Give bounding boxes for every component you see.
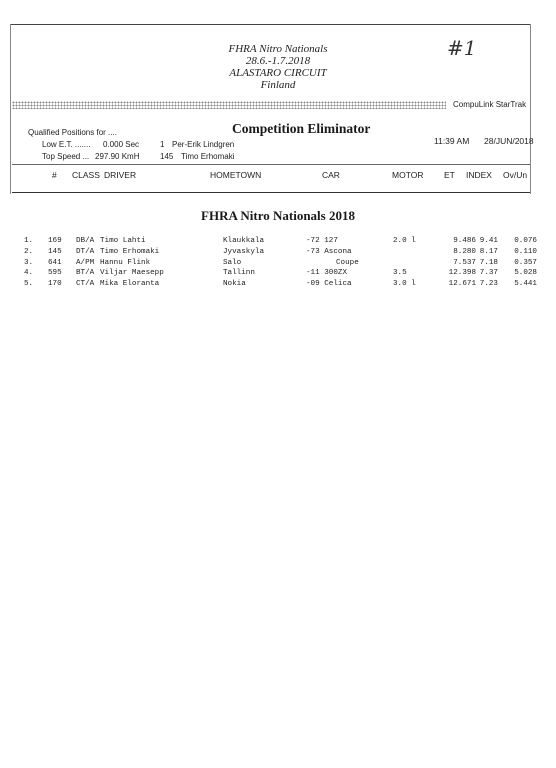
low-et-value: 0.000 Sec [103, 140, 140, 149]
cell-index: 7.37 [479, 269, 498, 278]
cell-number: 595 [48, 269, 62, 278]
cell-driver: Timo Lahti [100, 237, 146, 245]
cell-motor: 3.5 [393, 269, 407, 278]
handwritten-mark: #1 [447, 36, 477, 60]
top-speed-label: Top Speed ... [42, 152, 90, 161]
event-dates: 28.6.-1.7.2018 [245, 55, 311, 67]
col-driver: DRIVER [104, 170, 137, 180]
competition-title: Competition Eliminator [232, 121, 371, 136]
cell-index: 7.23 [479, 280, 498, 289]
qualified-entry-name: Timo Erhomaki [181, 152, 235, 161]
cell-class: CT/A [76, 280, 95, 289]
report-date: 28/JUN/2018 [484, 136, 534, 146]
cell-position: 5. [24, 280, 34, 289]
col-motor: MOTOR [392, 170, 424, 180]
cell-et: 12.398 [448, 269, 476, 278]
qualified-entry-num: 145 [160, 152, 174, 161]
cell-index: 7.18 [479, 258, 498, 267]
cell-hometown: Tallinn [223, 269, 255, 278]
top-speed-value: 297.90 KmH [95, 152, 140, 161]
cell-et: 9.486 [453, 237, 476, 245]
cell-et: 8.280 [453, 247, 476, 256]
cell-ovun: 0.076 [514, 237, 537, 245]
qualified-entry-num: 1 [160, 140, 165, 149]
cell-driver: Hannu Flink [100, 258, 151, 267]
event-circuit: ALASTARO CIRCUIT [229, 67, 327, 79]
cell-index: 9.41 [479, 237, 498, 245]
qualified-label: Qualified Positions for .... [28, 128, 117, 137]
cell-car: -73 Ascona [306, 247, 352, 256]
cell-motor: 2.0 l [393, 237, 416, 245]
cell-ovun: 0.357 [514, 258, 537, 267]
cell-position: 2. [24, 247, 34, 256]
cell-car: -09 Celica [306, 280, 352, 289]
cell-class: DT/A [76, 247, 95, 256]
cell-number: 145 [48, 247, 62, 256]
cell-number: 170 [48, 280, 62, 289]
cell-driver: Viljar Maesepp [100, 269, 164, 278]
cell-car-continued: Coupe [336, 258, 359, 267]
report-time: 11:39 AM [434, 136, 470, 146]
cell-driver: Timo Erhomaki [100, 247, 160, 256]
cell-ovun: 0.110 [514, 247, 537, 256]
cell-hometown: Jyvaskyla [223, 247, 265, 256]
cell-car: -11 300ZX [306, 269, 348, 278]
cell-et: 7.537 [453, 258, 476, 267]
cell-car: -72 127 [306, 237, 338, 245]
cell-hometown: Salo [223, 258, 242, 267]
event-country: Finland [260, 79, 296, 91]
section-title: FHRA Nitro Nationals 2018 [201, 208, 355, 223]
header-rule-bottom [12, 192, 530, 193]
col-ovun: Ov/Un [503, 170, 528, 180]
cell-hometown: Nokia [223, 280, 246, 289]
low-et-label: Low E.T. ....... [42, 140, 91, 149]
col-car: CAR [322, 170, 340, 180]
cell-ovun: 5.028 [514, 269, 537, 278]
cell-et: 12.671 [448, 280, 476, 289]
cell-position: 3. [24, 258, 34, 267]
cell-number: 169 [48, 237, 62, 245]
software-label: CompuLink StarTrak [453, 100, 527, 109]
cell-ovun: 5.441 [514, 280, 537, 289]
col-num: # [52, 170, 57, 180]
cell-class: DB/A [76, 237, 95, 245]
col-et: ET [444, 170, 455, 180]
header-rule-top [12, 164, 530, 165]
cell-position: 1. [24, 237, 34, 245]
qualified-entry-name: Per-Erik Lindgren [172, 140, 235, 149]
page-frame-top [10, 24, 530, 25]
cell-position: 4. [24, 269, 34, 278]
cell-motor: 3.0 l [393, 280, 416, 289]
cell-index: 8.17 [479, 247, 498, 256]
cell-hometown: Klaukkala [223, 237, 265, 245]
cell-number: 641 [48, 258, 62, 267]
col-index: INDEX [466, 170, 492, 180]
col-class: CLASS [72, 170, 100, 180]
event-name: FHRA Nitro Nationals [228, 43, 328, 55]
dotted-separator [12, 101, 446, 109]
cell-class: BT/A [76, 269, 95, 278]
cell-driver: Mika Eloranta [100, 280, 160, 289]
cell-class: A/PM [76, 258, 95, 267]
col-hometown: HOMETOWN [210, 170, 262, 180]
